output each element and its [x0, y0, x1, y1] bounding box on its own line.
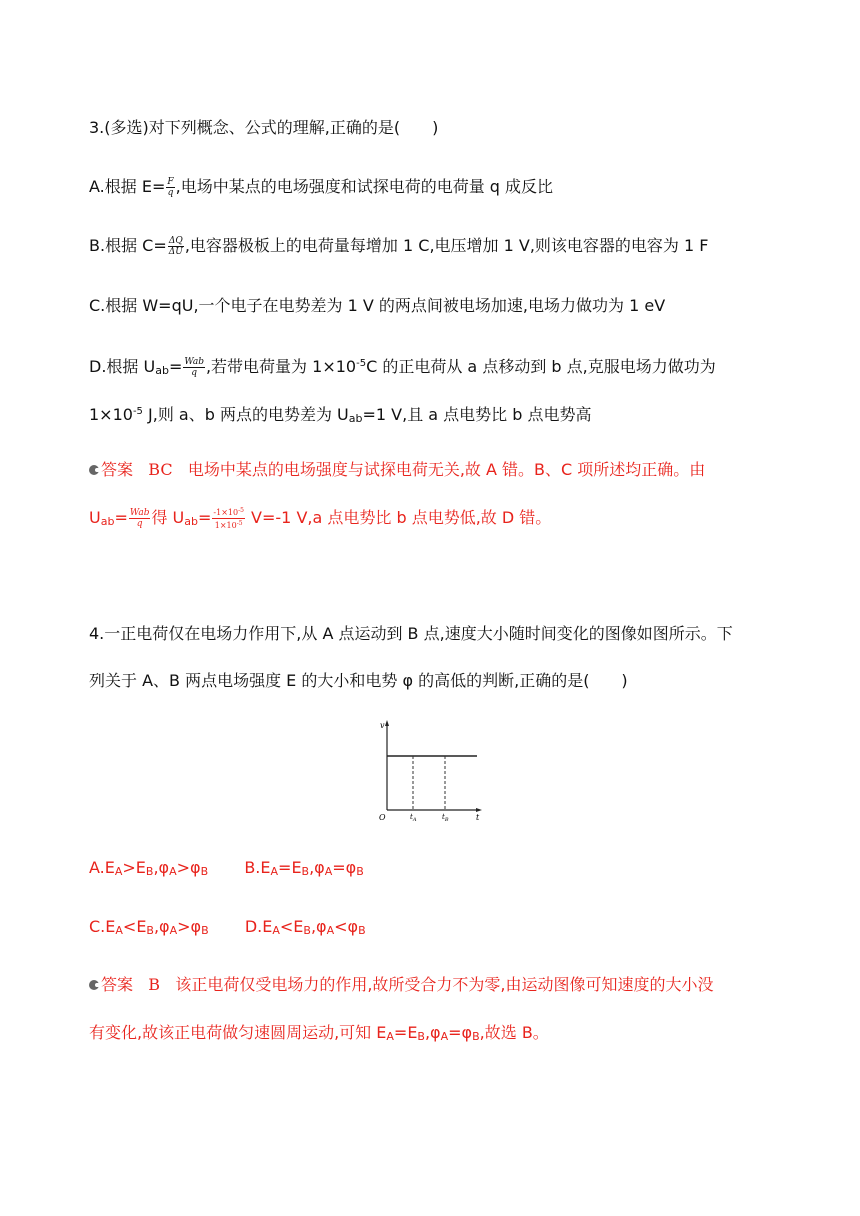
origin-label: O	[379, 813, 386, 822]
velocity-time-graph	[376, 716, 486, 824]
y-axis-arrow	[385, 720, 389, 726]
q4-options-row2	[89, 915, 366, 943]
q4-options-row1	[89, 856, 364, 884]
fraction-wab-over-q: $\frac{\text{Wab}}{q}$	[184, 357, 204, 378]
fraction-f-over-q: $\frac{F}{q}$	[167, 177, 174, 198]
q4-option-a: $A.E_A>E_B,\varphi_A>\varphi_B$	[89, 858, 209, 878]
x-axis-arrow	[476, 808, 482, 812]
answer-icon	[89, 980, 99, 990]
tb-label: $t_B$	[442, 813, 449, 823]
q3-option-b: B.根据 C= $\frac{\Delta Q}{\Delta U}$ ,电容器极板上的电荷量每增加 1 C,电压增加 1 V,则该电容器的电容为 1 F	[89, 236, 709, 257]
y-axis-label: v	[380, 721, 385, 730]
q3-stem: 3.(多选)对下列概念、公式的理解,正确的是( )	[89, 118, 439, 137]
q3-option-c: C.根据 W=qU,一个电子在电势差为 1 V 的两点间被电场加速,电场力做功为 1 eV	[89, 296, 666, 315]
q3-option-d-line2: $1\times 10^{-5}$ J,则 a、b 两点的电势差为 $U_{ab}=1$ V,且 a 点电势比 b 点电势高	[89, 405, 592, 425]
x-axis-label: t	[476, 813, 480, 822]
answer-label: 答案	[101, 975, 134, 994]
q4-option-c: $C.E_A<E_B,\varphi_A>\varphi_B$	[89, 917, 209, 937]
q3-answer-line2: $U_{ab}=$ $\frac{\text{Wab}}{q}$ 得 $U_{ab}=$ $\frac{-1\times 10^{-5}}{1\times 10^{-5}}$ V=-1 V,a 点电势比 b 点电势低,故 D 错。	[89, 507, 552, 530]
q4-option-d: $D.E_A<E_B,\varphi_A<\varphi_B$	[244, 917, 366, 937]
q3-answer-line1: 答案 BC 电场中某点的电场强度与试探电荷无关,故 A 错。B、C 项所述均正确。由	[89, 458, 705, 482]
q4-answer-line2: 有变化,故该正电荷做匀速圆周运动,可知 $E_A=E_B,\varphi_A=\varphi_B$,故选 B。	[89, 1023, 549, 1043]
q4-option-b: $B.E_A=E_B,\varphi_A=\varphi_B$	[244, 858, 364, 878]
q3-option-d-line1: D.根据 $U_{ab}=$ $\frac{\text{Wab}}{q}$ ,若带电荷量为 $1\times 10^{-5}C$ 的正电荷从 a 点移动到 b 点,克服电场力做功为	[89, 357, 716, 378]
ta-label: $t_A$	[410, 813, 417, 823]
q4-stem-line1: 4.一正电荷仅在电场力作用下,从 A 点运动到 B 点,速度大小随时间变化的图像如图所示。下	[89, 624, 733, 643]
q4-stem-line2: 列关于 A、B 两点电场强度 E 的大小和电势 φ 的高低的判断,正确的是( )	[89, 671, 628, 690]
answer-value: B	[148, 975, 161, 994]
fraction-dq-over-du: $\frac{\Delta Q}{\Delta U}$	[168, 236, 183, 257]
answer-icon	[89, 465, 99, 475]
q4-answer-line1: 答案 B 该正电荷仅受电场力的作用,故所受合力不为零,由运动图像可知速度的大小没	[89, 973, 714, 997]
answer-value: BC	[148, 460, 173, 479]
q3-option-a: A.根据 E= $\frac{F}{q}$ ,电场中某点的电场强度和试探电荷的电荷量 q 成反比	[89, 177, 554, 198]
answer-label: 答案	[101, 460, 134, 479]
